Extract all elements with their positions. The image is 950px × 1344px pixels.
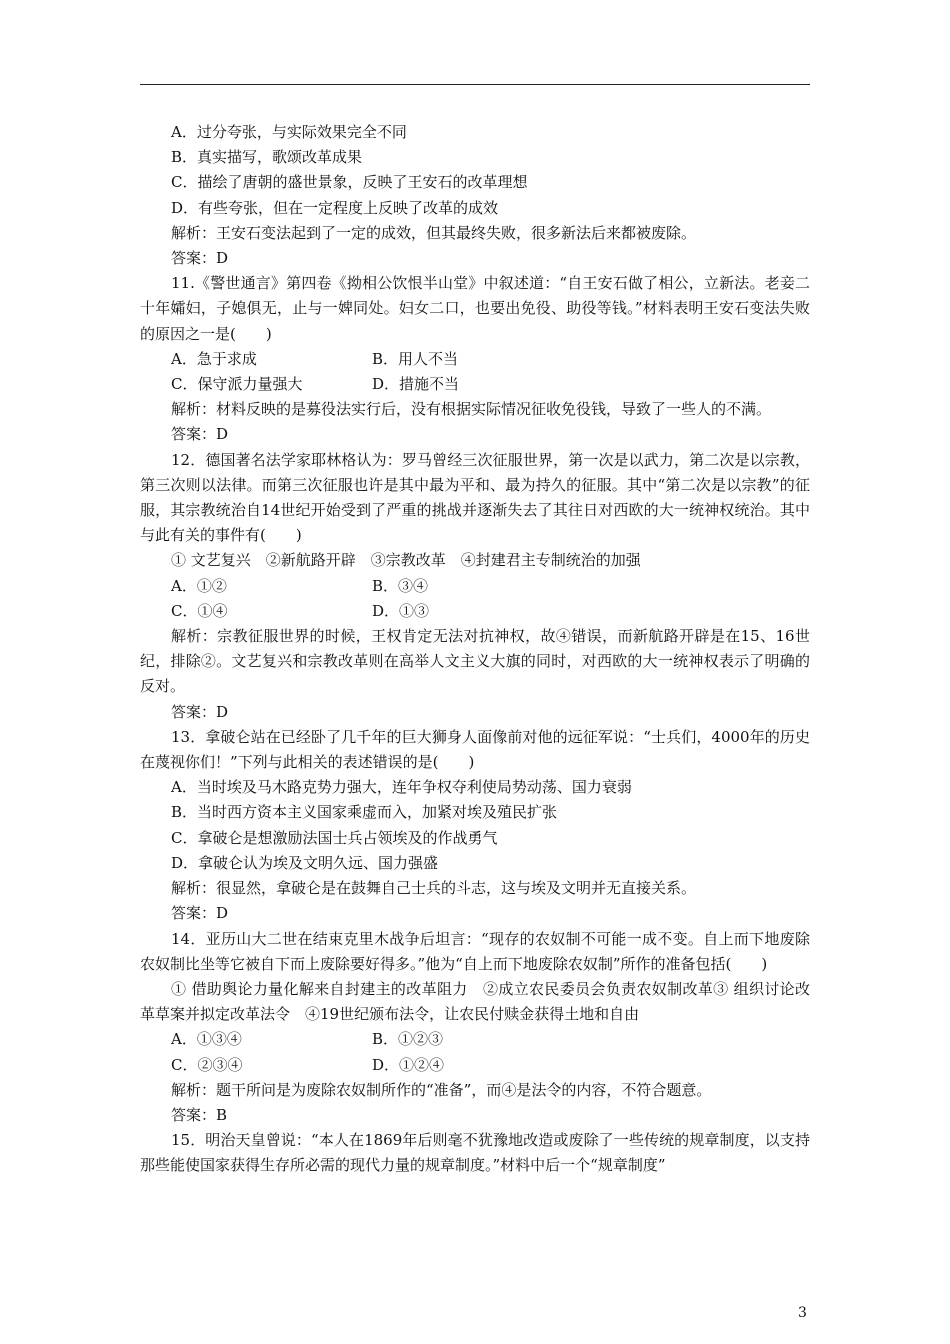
q11-option-b: B．用人不当 [372,349,459,368]
q14-option-b: B．①②③ [372,1030,444,1049]
header-rule [140,84,810,85]
q11-option-c: C．保守派力量强大 [171,375,303,394]
q11-stem: 11.《警世通言》第四卷《拗相公饮恨半山堂》中叙述道：“自王安石做了相公，立新法。老妾二十年孀妇，子媳俱无，止与一婢同处。妇女二口，也要出免役、助役等钱。”材料表明王安石变法失败的原因之一是( ) [140,274,810,343]
q12-stem: 12．德国著名法学家耶林格认为：罗马曾经三次征服世界，第一次是以武力，第二次是以宗教，第三次则以法律。而第三次征服也许是其中最为平和、最为持久的征服。其中“第二次是以宗教”的征服，其宗教统治自14世纪开始受到了严重的挑战并逐渐失去了其往日对西欧的大一统神权统治。其中与此有关的事件有( ) [140,450,810,545]
q10-option-c: C．描绘了唐朝的盛世景象，反映了王安石的改革理想 [171,173,528,192]
q12-items: ① 文艺复兴 ②新航路开辟 ③宗教改革 ④封建君主专制统治的加强 [171,551,641,570]
q13-option-c: C．拿破仑是想激励法国士兵占领埃及的作战勇气 [171,828,498,847]
q14-option-a: A．①③④ [171,1030,242,1049]
q12-option-d: D．①③ [372,601,430,620]
q12-options-row-2 [140,599,810,624]
q14-analysis: 解析：题干所问是为废除农奴制所作的“准备”，而④是法令的内容，不符合题意。 [171,1080,712,1099]
q13-option-a: A．当时埃及马木路克势力强大，连年争权夺利使局势动荡、国力衰弱 [171,778,632,797]
q11-option-d: D．措施不当 [372,375,460,394]
q14-items: ① 借助舆论力量化解来自封建主的改革阻力 ②成立农民委员会负责农奴制改革③ 组织讨论改革草案并拟定改革法令 ④19世纪颁布法令，让农民付赎金获得土地和自由 [140,979,810,1024]
q13-answer: 答案：D [171,904,229,923]
q12-options-row-1 [140,574,810,599]
q14-options-row-2 [140,1053,810,1078]
q14-option-d: D．①②④ [372,1055,445,1074]
q15-stem: 15．明治天皇曾说：“本人在1869年后则毫不犹豫地改造或废除了一些传统的规章制度，以支持那些能使国家获得生存所必需的现代力量的规章制度。”材料中后一个“规章制度” [140,1131,810,1175]
q11-options-row-1 [140,347,810,372]
q11-option-a: A．急于求成 [171,349,257,368]
q13-option-d: D．拿破仑认为埃及文明久远、国力强盛 [171,853,439,872]
q12-answer: 答案：D [171,702,229,721]
q13-analysis: 解析：很显然，拿破仑是在鼓舞自己士兵的斗志，这与埃及文明并无直接关系。 [171,879,697,898]
q12-analysis: 解析：宗教征服世界的时候，王权肯定无法对抗神权，故④错误，而新航路开辟是在15、16世纪，排除②。文艺复兴和宗教改革则在高举人文主义大旗的同时，对西欧的大一统神权表示了明确的反对。 [140,627,810,696]
q12-option-c: C．①④ [171,601,228,620]
q10-answer: 答案：D [171,249,229,268]
q12-option-a: A．①② [171,576,227,595]
q10-analysis: 解析：王安石变法起到了一定的成效，但其最终失败，很多新法后来都被废除。 [171,223,697,242]
q14-option-c: C．②③④ [171,1055,243,1074]
q14-options-row-1 [140,1027,810,1052]
page-body [140,120,810,1179]
q10-option-b: B．真实描写，歌颂改革成果 [171,148,363,167]
page-number: 3 [798,1305,807,1321]
q12-option-b: B．③④ [372,576,429,595]
q11-options-row-2 [140,372,810,397]
q11-answer: 答案：D [171,425,229,444]
q10-option-d: D．有些夸张，但在一定程度上反映了改革的成效 [171,198,499,217]
q13-stem: 13．拿破仑站在已经卧了几千年的巨大狮身人面像前对他的远征军说：“士兵们，4000年的历史在蔑视你们！”下列与此相关的表述错误的是( ) [140,727,810,772]
q10-option-a: A．过分夸张，与实际效果完全不同 [171,123,407,141]
q11-analysis: 解析：材料反映的是募役法实行后，没有根据实际情况征收免役钱，导致了一些人的不满。 [171,400,772,419]
q14-answer: 答案：B [171,1105,228,1124]
q13-option-b: B．当时西方资本主义国家乘虚而入，加紧对埃及殖民扩张 [171,803,558,822]
q14-stem: 14．亚历山大二世在结束克里木战争后坦言：“现存的农奴制不可能一成不变。自上而下地废除农奴制比坐等它被自下而上废除要好得多。”他为“自上而下地废除农奴制”所作的准备包括( ) [140,929,810,973]
